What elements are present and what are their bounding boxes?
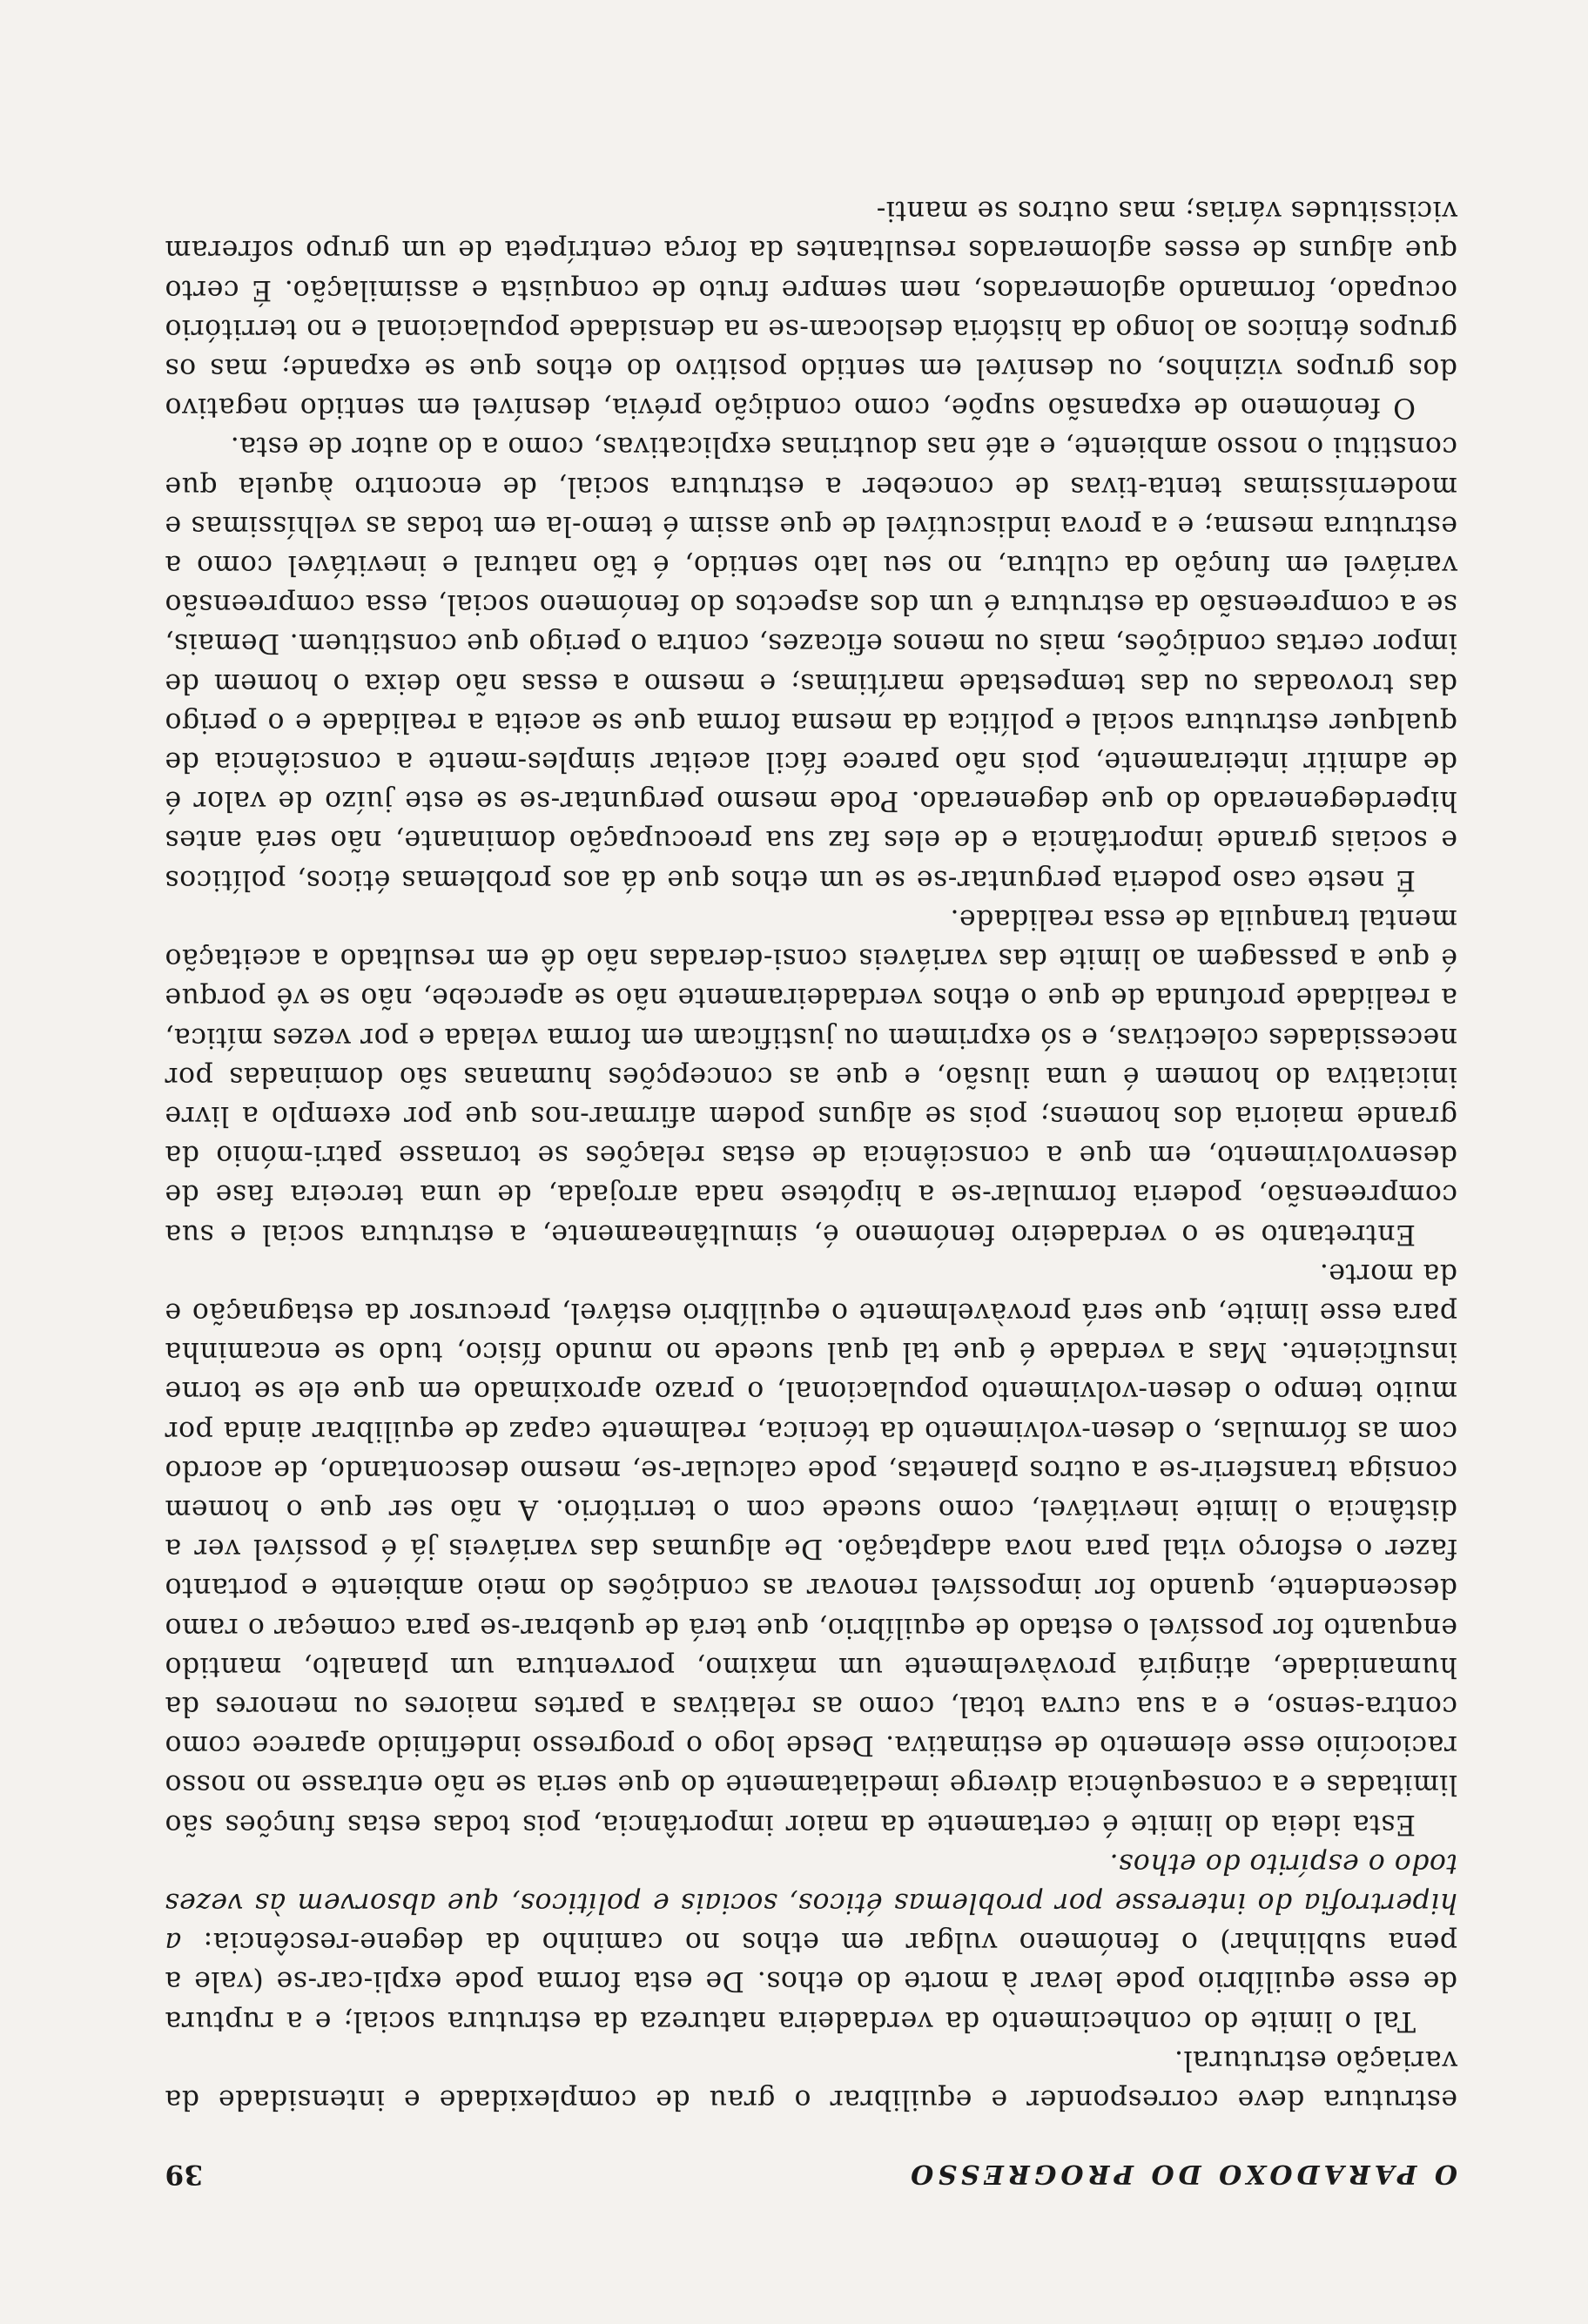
running-header — [165, 2141, 1457, 2193]
page-sheet — [165, 104, 1457, 2193]
page-number: 39 — [165, 2159, 204, 2190]
paragraph-5: É neste caso poderia perguntar-se se um ethos que dá aos problemas éticos, políticos e sociais grande importância e de eles faz sua preocupação dominante, não será antes hiperdegenerado do que degenerado. Pode mesmo perguntar-se se este juízo de valor é de admitir inteiramente, pois não parece fácil aceitar simples-mente a consciência de qualquer estrutura social e política da mesma forma que se aceita a realidade e o perigo das trovoadas ou das tempestade marítimas; e mesmo a essas não deixa o homem de impor certas condições, mais ou menos eficazes, contra o perigo que constituem. Demais, se a compreensão da estrutura é um dos aspectos do fenómeno social, essa compreensão variável em função da cultura, no seu lato sentido, é tão natural e inevitável como a estrutura mesma; e a prova indiscutível de que assim é temo-la em todas as velhíssimas e moderníssimas tenta-tivas de conceber a estrutura social, de encontro àquela que constitui o nosso ambiente, e até nas doutrinas explicativas, como a do autor de esta. — [165, 431, 1457, 896]
paragraph-3: Esta ideia do limite é certamente da maior importância, pois todas estas funções são limitadas e a consequência diverge imediatamente do que seria se não entrasse no nosso raciocínio esse elemento de estimativa. Desde logo o progresso indefinido aparece como contra-senso, e a sua curva total, como as relativas a partes maiores ou menores da humanidade, atingirá provàvelmente um máximo, porventura um planalto, mantido enquanto for possível o estado de equilíbrio, que terá de quebrar-se para começar o ramo descendente, quando for impossível renovar as condições do meio ambiente e portanto fazer o esforço vital para nova adaptação. De algumas das variáveis já é possível ver a distância o limite inevitável, como sucede com o território. A não ser que o homem consiga transferir-se a outros planetas, pode calcular-se, mesmo descontando, de acordo com as fórmulas, o desen-volvimento da técnica, realmente capaz de equilibrar ainda por muito tempo o desen-volvimento populacional, o prazo aproximado em que ele se torne insuficiente. Mas a verdade é que tal qual sucede no mundo físico, tudo se encaminha para esse limite, que será provàvelmente o equilíbrio estável, precursor da estagnação e da morte. — [165, 1257, 1457, 1840]
paragraph-1: estrutura deve corresponder e equilibrar o grau de complexidade e intensidade da variação estrutural. — [165, 2044, 1457, 2115]
running-title: O PARADOXO DO PROGRESSO — [906, 2159, 1457, 2189]
paragraph-2-text: Tal o limite do conhecimento da verdadeira natureza da estrutura social; e a ruptura de esse equilíbrio pode levar à morte do ethos. De esta forma pode expli-car-se (vale a pena sublinhar) o fenómeno vulgar em ethos no caminho da degene-rescência: — [165, 1926, 1457, 2037]
paragraph-6: O fenómeno de expansão supõe, como condição prévia, desnível em sentido negativo dos grupos vizinhos, ou desnível em sentido positivo do ethos que se expande; mas os grupos étnicos ao longo da história deslocam-se na densidade populacional e no território ocupado, formando aglomerados, nem sempre fruto de conquista e assimilação. É certo que alguns de esses aglomerados resultantes da força centrípeta de um grupo sofreram vicissitudes várias; mas outros se manti- — [165, 195, 1457, 424]
paragraph-2 — [165, 1844, 1457, 2040]
paragraph-2-emphasis: a hipertrofia do interesse por problemas éticos, sociais e políticos, que absorvem às vezes todo o espírito do ethos. — [165, 1847, 1457, 1958]
paragraph-4: Entretanto se o verdadeiro fenómeno é, simultâneamente, a estrutura social e sua compreensão, poderia formular-se a hipótese nada arrojada, de uma terceira fase de desenvolvimento, em que a consciência de estas relações se tornasse patri-mónio da grande maioria dos homens; pois se alguns podem afirmar-nos que por exemplo a livre iniciativa do homem é uma ilusão, e que as concepções humanas são dominadas por necessidades colectivas, e só exprimem ou justificam em forma velada e por vezes mítica, a realidade profunda de que o ethos verdadeiramente não se apercebe, não se vê porque é que a passagem ao limite das variáveis consi-deradas não dê em resultado a aceitação mental tranquila de essa realidade. — [165, 903, 1457, 1250]
